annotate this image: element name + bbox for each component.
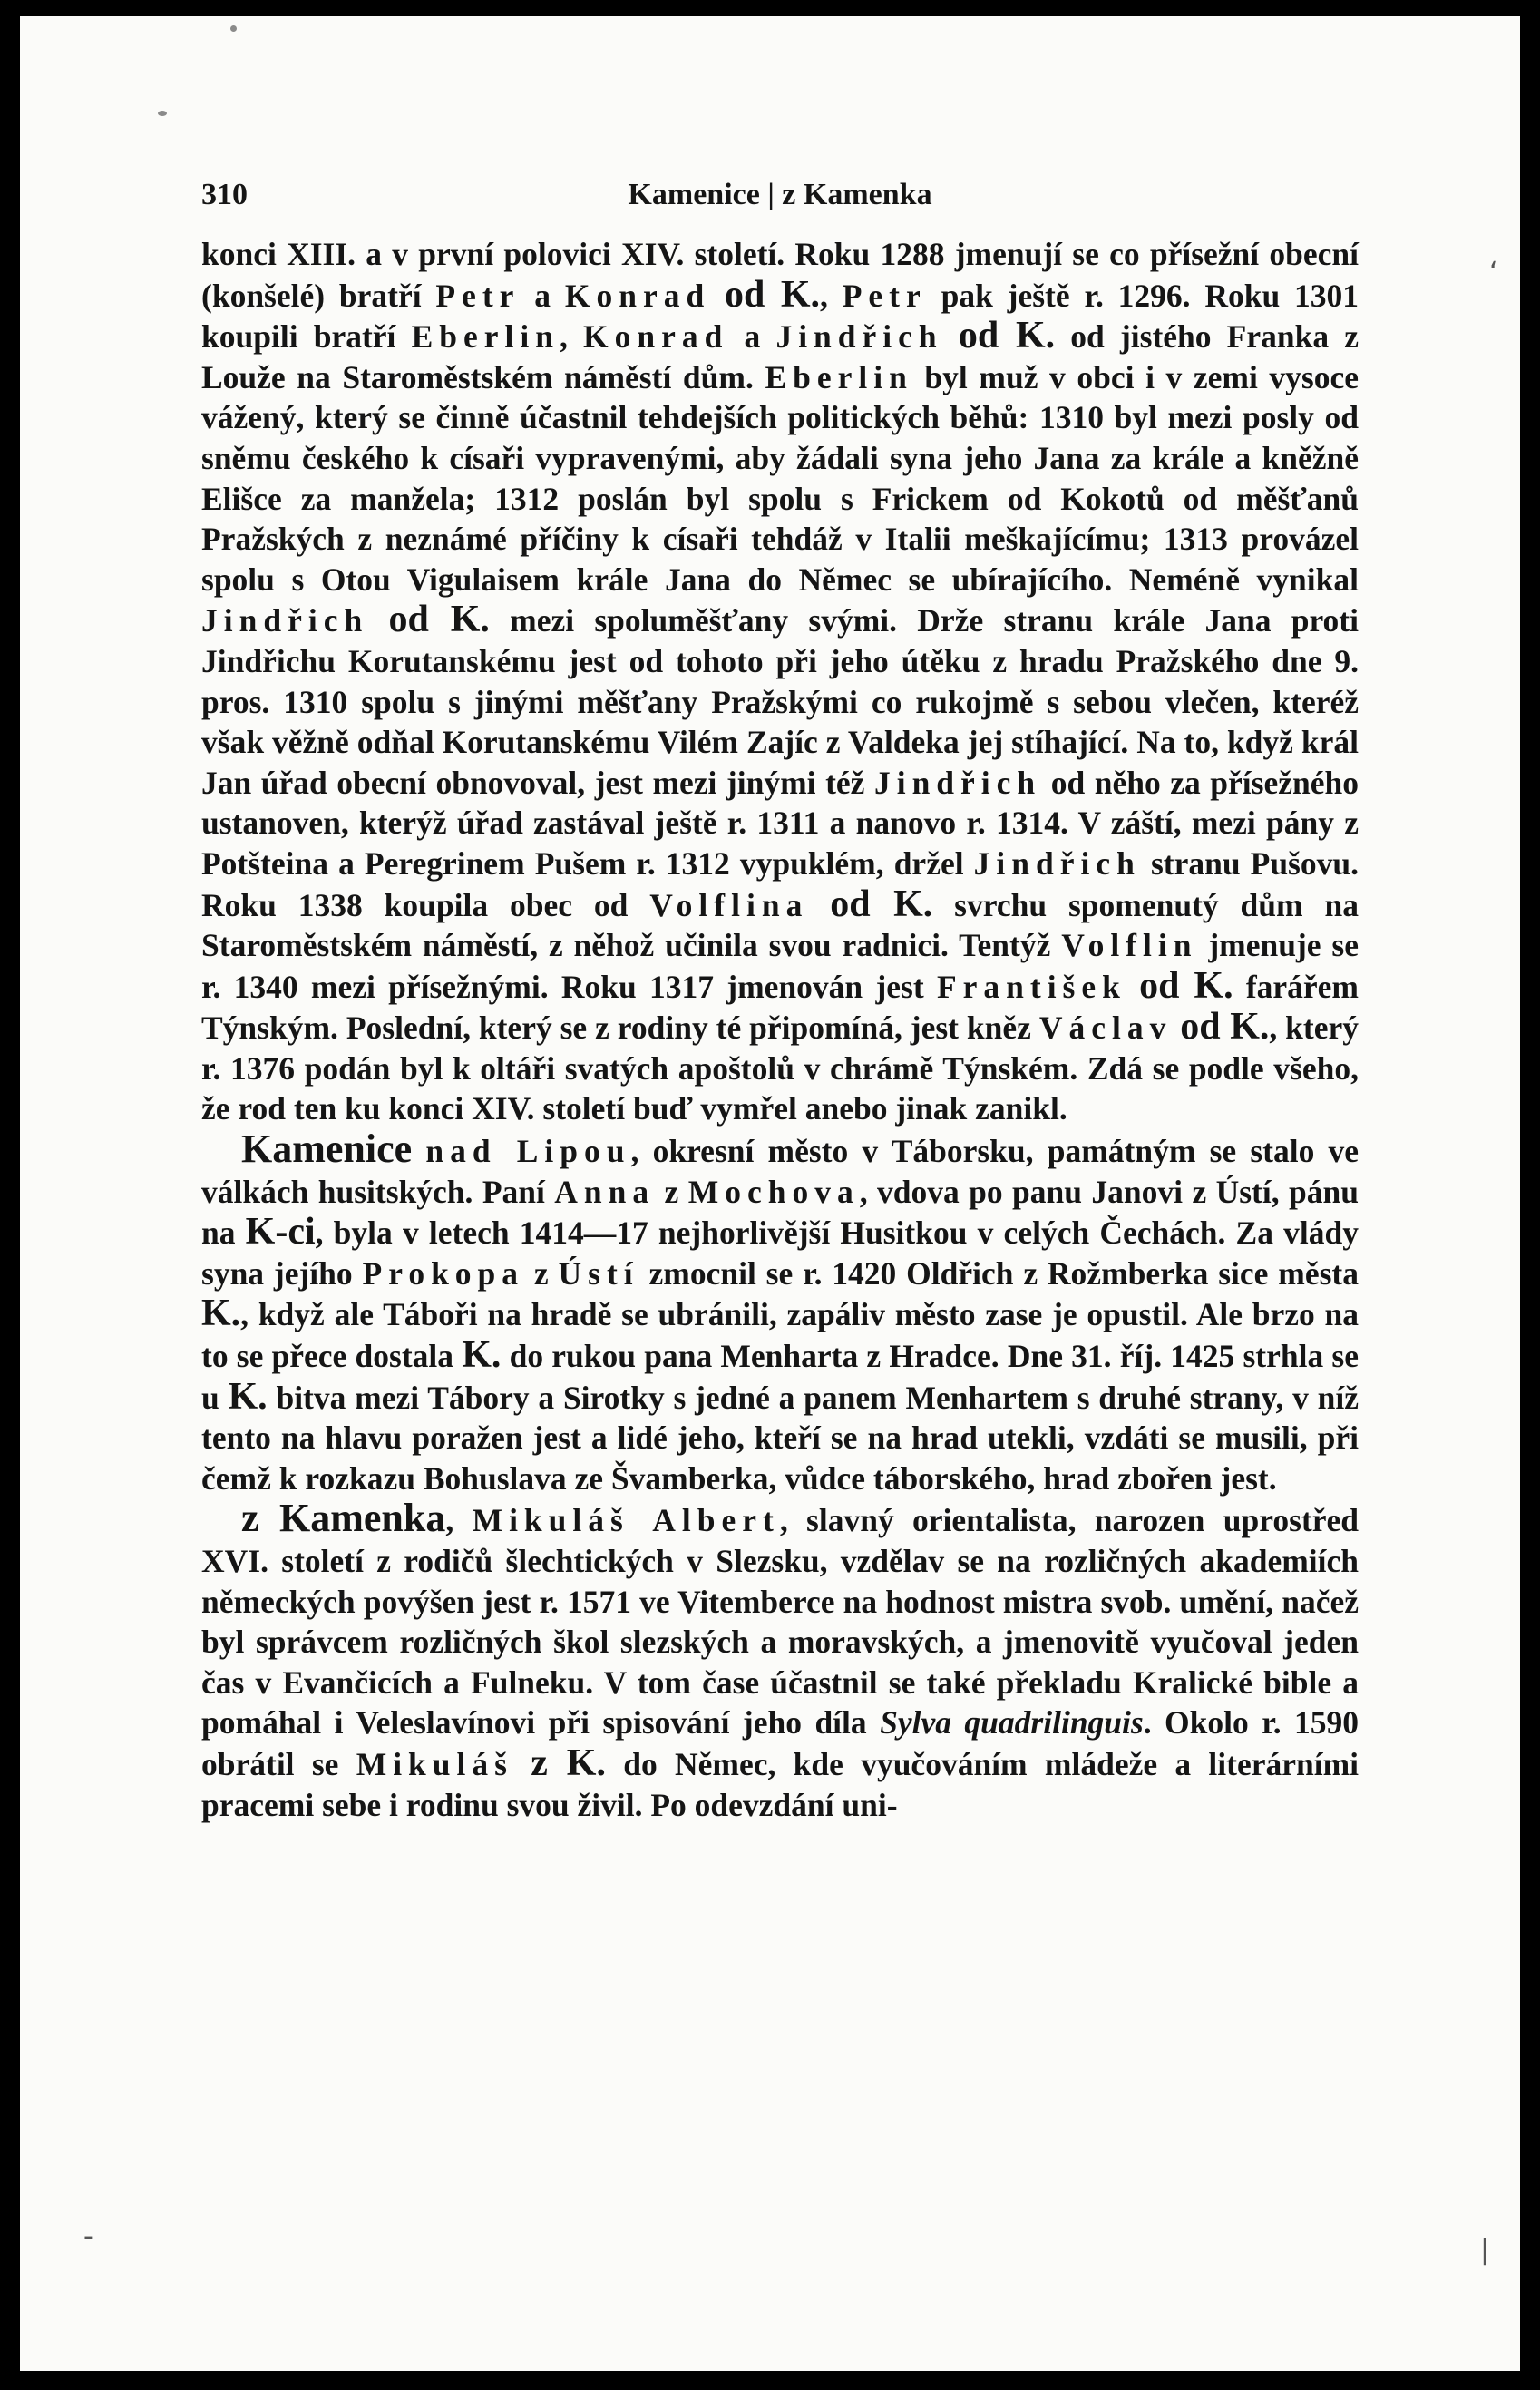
text-run: Volflin (1061, 927, 1198, 964)
text-block (201, 161, 1359, 1825)
text-run (368, 602, 388, 639)
text-run: , byla v letech 1414—17 nejhorlivější Husitkou v celých Čechách. Za vlády syna jejího (201, 1215, 1359, 1292)
text-run: od K. (958, 315, 1056, 357)
text-run: nad Lipou (425, 1133, 631, 1170)
print-speck (230, 25, 237, 32)
text-run: K-ci (245, 1211, 316, 1254)
text-run: Jindřich (973, 844, 1141, 882)
text-run: , slavný orientalista, narozen uprostřed XVI. století z rodičů šlechtických v Slezsku, vzdělav se na rozličných akademiích německých povýšen jest r. 1571 ve Vitemberce na hodnost mistra svob. umění, načež byl správcem rozličných škol slezských a moravských, a jmenovitě vyučoval jeden čas v Evančicích a Fulneku. V tom čase účastnil se také překladu Kralické bible a pomáhal i Veleslavínovi při spisování jeho díla (201, 1502, 1359, 1741)
text-run: František (936, 968, 1126, 1005)
text-run: bitva mezi Tábory a Sirotky s jedné a panem Menhartem s druhé strany, v níž tento na hlavu poražen jest a lidé jeho, kteří se na hrad utekli, vzdáti se musili, při čemž k rozkazu Bohuslava ze Švamberka, vůdce táborského, hrad zbořen jest. (201, 1379, 1359, 1497)
entry-headword: Kamenice (241, 1127, 413, 1172)
text-run: mezi spoluměšťany svými. Drže stranu krále Jana proti Jindřichu Korutanskému jest od tohoto při jeho útěku z hradu Pražského dne 9. pros. 1310 spolu s jinými měšťany Pražskými co rukojmě s sebou vlečen, kteréž však věžně odňal Korutanskému Vilém Zajíc z Valdeka jej stíhající. Na to, když král Jan úřad obecní obnovoval, jest mezi jinými též (201, 602, 1359, 801)
text-run: Mikuláš (356, 1745, 513, 1782)
text-run: do Němec, kde vyučováním mládeže a literárními pracemi sebe i rodinu svou živil. Po odevzdání uni- (201, 1745, 1360, 1823)
text-run: K. (201, 1293, 241, 1335)
text-run: Václav (1038, 1010, 1173, 1047)
text-run (808, 887, 830, 923)
scanned-page (20, 16, 1520, 2371)
text-run: z (655, 1173, 688, 1210)
text-run: Mikuláš Albert (472, 1502, 780, 1539)
text-run: Sylva quadrilinguis (880, 1704, 1144, 1741)
text-run: , (820, 277, 843, 314)
text-run: K. (228, 1375, 268, 1418)
text-run: od K. (830, 883, 933, 925)
text-run (412, 1133, 425, 1169)
margin-mark: - (83, 2220, 93, 2252)
text-run: Eberlin (765, 358, 913, 395)
text-run: Eberlin (411, 318, 560, 356)
text-run: Jindřich (873, 764, 1042, 801)
text-run: , (445, 1502, 473, 1539)
text-run: od jistého Franka z Louže na Staroměstském náměstí dům. (201, 318, 1360, 395)
text-run: Mochova (687, 1173, 860, 1210)
paragraph (201, 234, 1359, 1129)
margin-mark: ‘ (1489, 257, 1498, 288)
text-run: Volflina (649, 886, 809, 923)
text-run: jmenuje se r. 1340 mezi přísežnými. Roku 1317 jmenován jest (201, 927, 1359, 1005)
text-run: Ústí (558, 1254, 639, 1292)
text-run (1126, 969, 1139, 1005)
running-title: Kamenice | z Kamenka (628, 178, 932, 211)
text-run (710, 278, 725, 314)
text-run: Petr (435, 277, 521, 314)
text-run: Anna (554, 1173, 656, 1210)
text-run: svrchu spomenutý dům na Staroměstském náměstí, z něhož učinila svou radnici. Tentýž (201, 886, 1359, 964)
text-run: od K. (725, 273, 821, 316)
text-run: , když ale Táboři na hradě se ubránili, zapáliv město zase je opustil. Ale brzo na to se přece dostala (201, 1296, 1359, 1375)
paragraph (201, 1129, 1359, 1498)
text-run: a (520, 277, 565, 314)
text-run: , vdova po panu Janovi z Ústí, pánu na (201, 1173, 1359, 1252)
text-run (943, 318, 959, 355)
text-run: od K. (1139, 964, 1233, 1007)
text-run (1172, 1010, 1180, 1046)
text-run: Prokopa (362, 1254, 525, 1292)
text-run: a (728, 318, 776, 356)
text-run: Jindřich (775, 318, 943, 356)
margin-mark: | (1480, 2234, 1490, 2266)
text-run: , (559, 318, 584, 356)
text-run: byl muž v obci i v zemi vysoce vážený, který se činně účastnil tehdejších politických běhů: 1310 byl mezi posly od sněmu českého k císaři vypravenými, aby žádali syna jeho Jana za krále a kněžně Elišce za manžela; 1312 poslán byl spolu s Frickem od Kokotů od měšťanů Pražských z neznámé příčiny k císaři tehdáž v Italii meškajícímu; 1313 provázel spolu s Otou Vigulaisem krále Jana do Němec se ubírajícího. Neméně vynikal (201, 358, 1360, 598)
text-run: z K. (531, 1741, 606, 1784)
text-run: Petr (842, 277, 927, 314)
text-run: farářem Týnským. Poslední, který se z rodiny té připomíná, jest kněz (201, 968, 1360, 1047)
text-run: K. (462, 1334, 502, 1377)
text-run: konci XIII. a v první polovici XIV. století. Roku 1288 jmenují se co přísežní obecní (konšelé) bratří (201, 236, 1359, 314)
text-run: , který r. 1376 podán byl k oltáři svatých apoštolů v chrámě Týnském. Zdá se podle všeho, že rod ten ku konci XIV. století buď vymřel anebo jinak zanikl. (201, 1010, 1359, 1127)
text-run: , okresní město v Táborsku, památným se stalo ve válkách husitských. Paní (201, 1133, 1360, 1210)
text-run: pak ještě r. 1296. Roku 1301 koupili bratří (201, 277, 1360, 356)
text-run: Konrad (564, 277, 711, 314)
text-run: Jindřich (201, 602, 369, 639)
print-speck (158, 111, 167, 116)
text-run: od K. (1180, 1006, 1270, 1049)
text-run (513, 1746, 531, 1782)
text-run: Konrad (583, 318, 729, 356)
article-body (201, 234, 1359, 1825)
entry-headword: z Kamenka (241, 1496, 446, 1541)
page-number: 310 (201, 178, 248, 211)
text-run: od něho za přísežného ustanoven, kterýž úřad zastával ještě r. 1311 a nanovo r. 1314. V záští, mezi pány z Potšteina a Peregrinem Pušem r. 1312 vypuklém, držel (201, 764, 1359, 882)
paragraph (201, 1498, 1359, 1825)
text-run: od K. (388, 599, 490, 641)
text-run: do rukou pana Menharta z Hradce. Dne 31. říj. 1425 strhla se u (201, 1338, 1359, 1416)
text-run: stranu Pušovu. Roku 1338 koupila obec od (201, 844, 1359, 923)
text-run: zmocnil se r. 1420 Oldřich z Rožmberka sice města (638, 1254, 1359, 1292)
text-run: . Okolo r. 1590 obrátil se (201, 1704, 1360, 1782)
text-run: z (524, 1254, 559, 1292)
running-head (201, 161, 1359, 216)
